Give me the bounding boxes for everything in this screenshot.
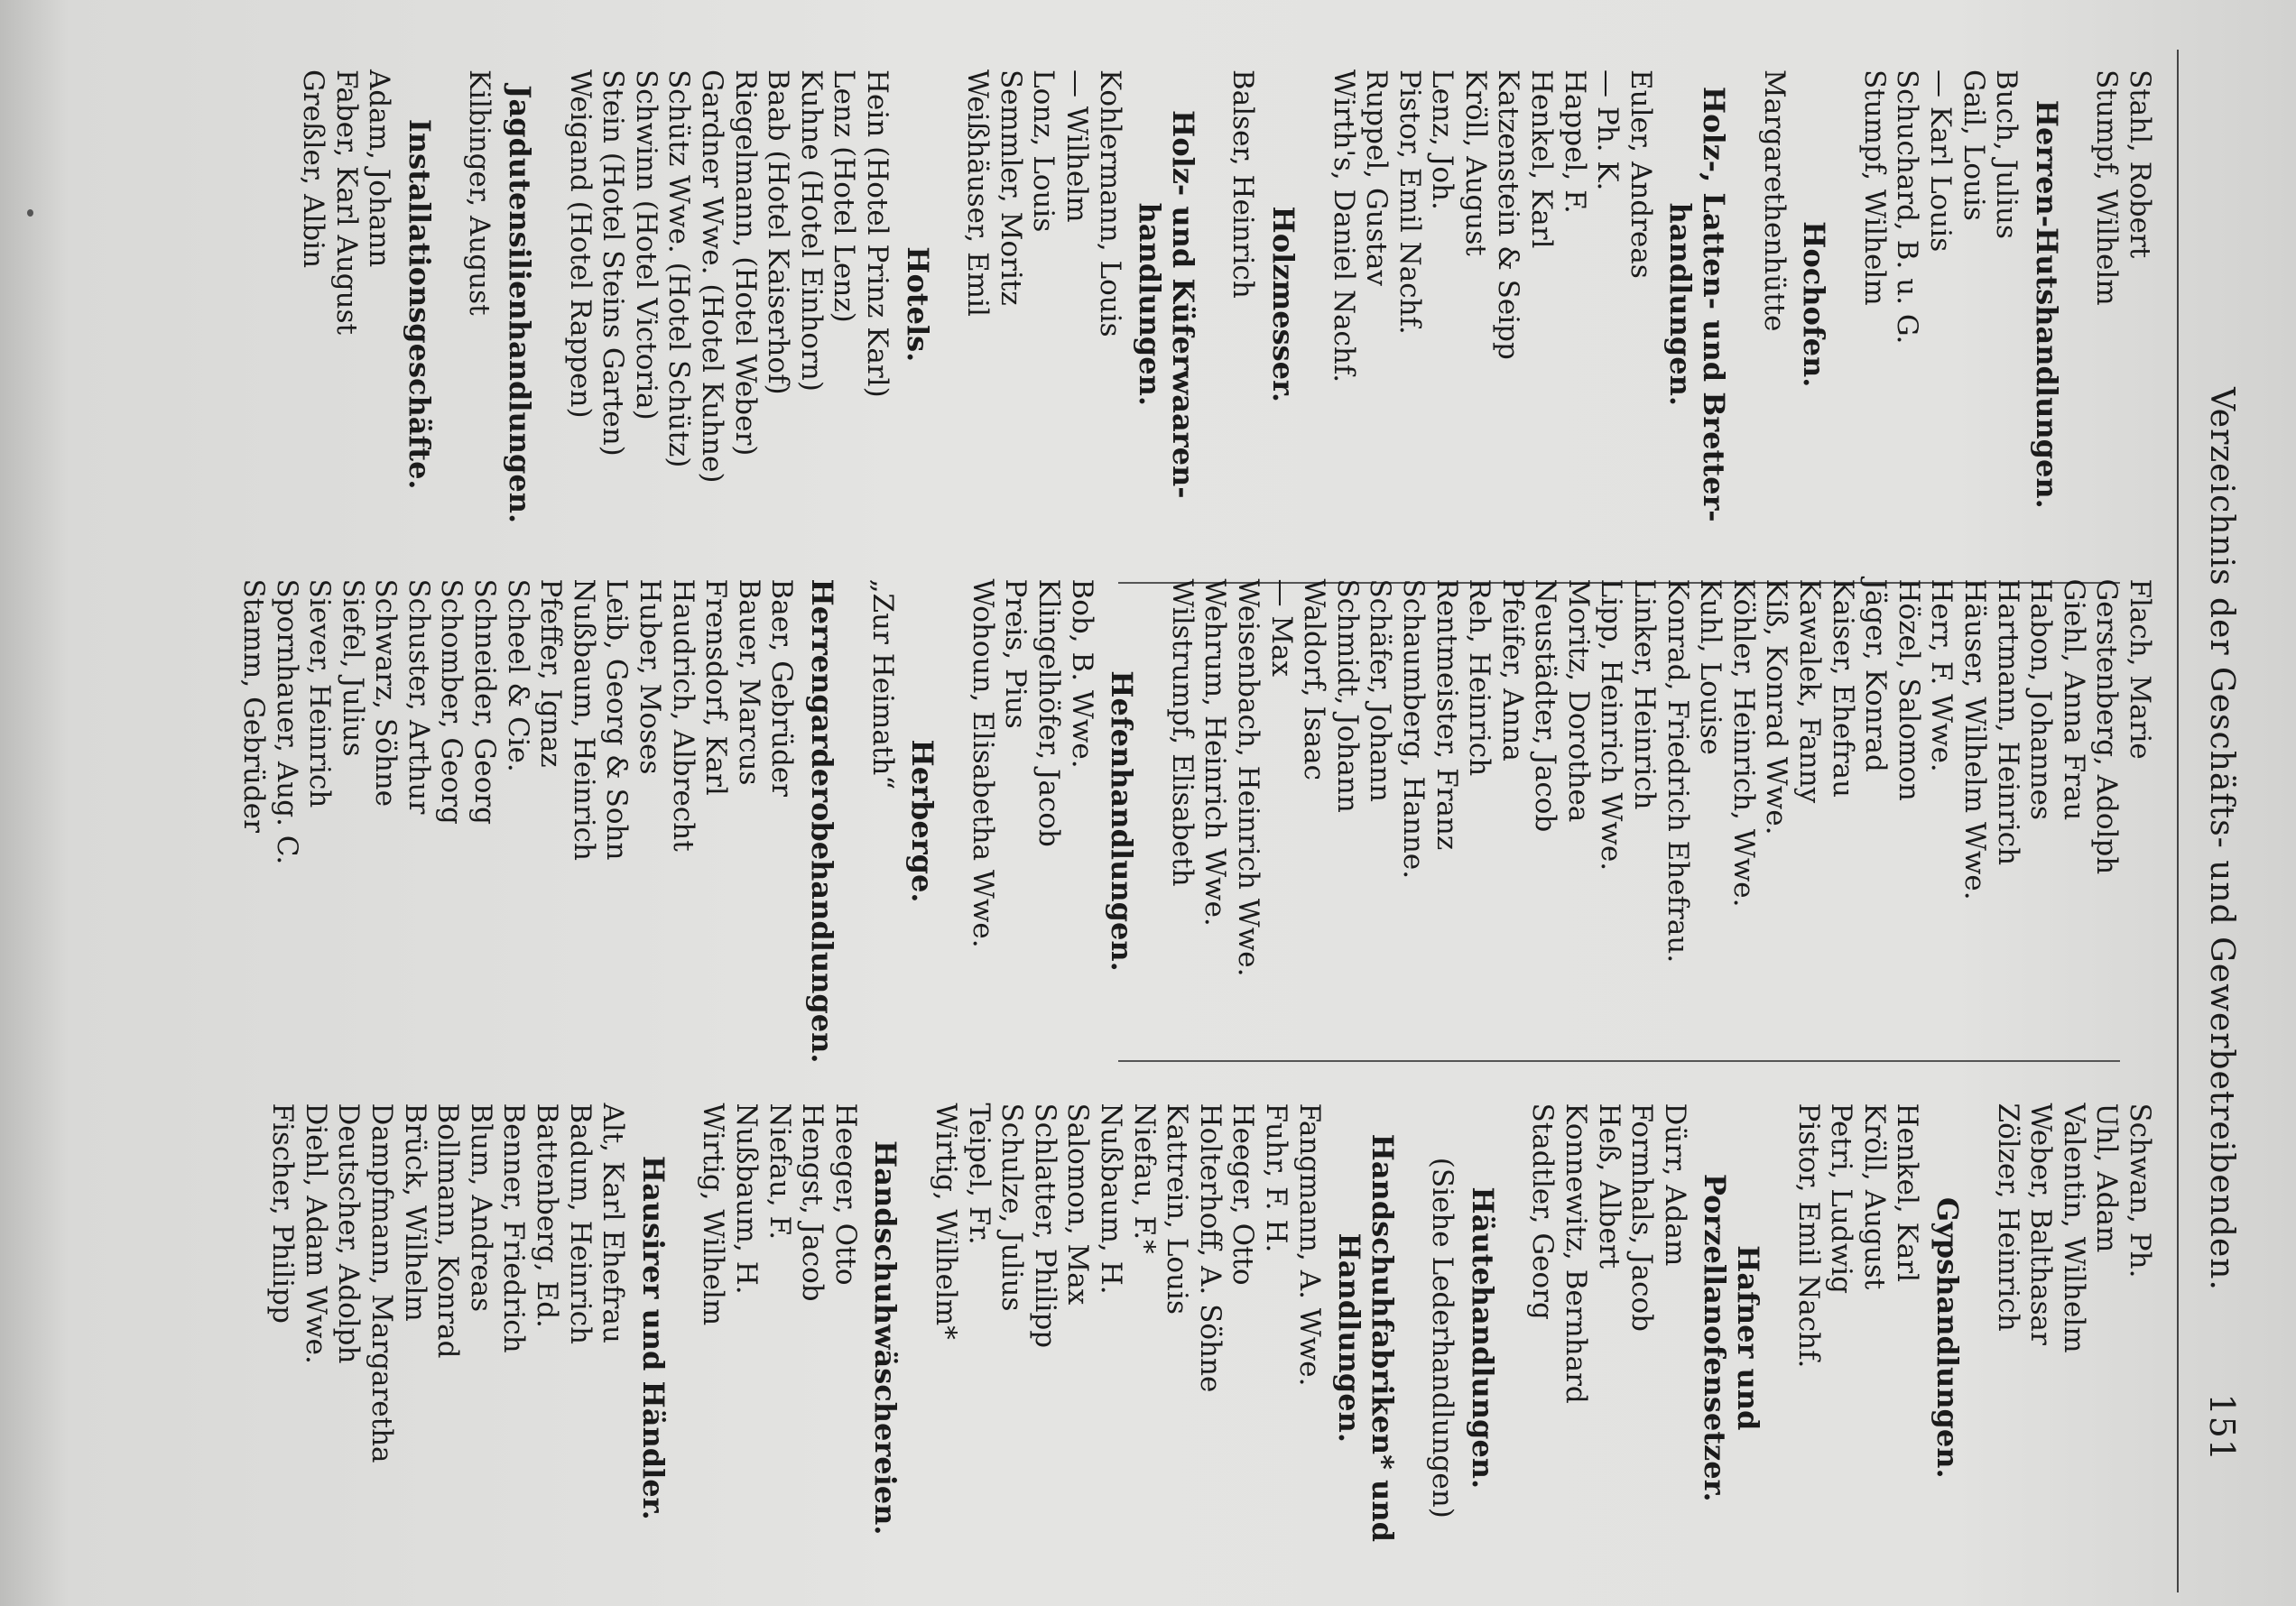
directory-entry: Schwinn (Hotel Victoria) — [629, 69, 662, 420]
directory-entry: Schulze, Julius — [995, 1103, 1029, 1312]
directory-entry: Nußbaum, H. — [730, 1103, 764, 1295]
directory-entry: Klingelhöfer, Jacob — [1032, 578, 1065, 847]
directory-entry: Brück, Wilhelm — [398, 1103, 431, 1322]
section-heading: Holzmesser. — [1265, 206, 1301, 403]
directory-entry: — Max — [1264, 578, 1298, 678]
directory-entry: Kuhl, Louise — [1694, 578, 1727, 755]
directory-entry: Holterhoff, A. Söhne — [1193, 1103, 1227, 1393]
directory-entry: Wehrum, Heinrich Wwe. — [1199, 578, 1232, 927]
directory-entry: Köhler, Heinrich, Wwe. — [1727, 578, 1760, 908]
section-heading: Hefenhandlungen. — [1105, 670, 1140, 972]
directory-entry: Jäger, Konrad — [1859, 578, 1893, 772]
directory-entry: Margarethenhütte — [1757, 69, 1791, 332]
directory-entry: Frensdorf, Karl — [699, 578, 733, 796]
directory-entry: Moritz, Dorothea — [1561, 578, 1595, 823]
directory-entry: Konrad, Friedrich Ehefrau. — [1661, 578, 1694, 964]
directory-entry: Deutscher, Adolph — [332, 1103, 366, 1364]
directory-entry: Kilbinger, August — [463, 69, 496, 316]
directory-entry: Schlatter, Philipp — [1028, 1103, 1061, 1349]
directory-entry: Haudrich, Albrecht — [666, 578, 699, 852]
directory-entry: Euler, Andreas — [1624, 69, 1657, 279]
directory-entry: Zölzer, Heinrich — [1991, 1103, 2024, 1332]
directory-entry: Salomon, Max — [1061, 1103, 1095, 1306]
directory-entry: Siefel, Julius — [336, 578, 369, 757]
directory-entry: Lipp, Heinrich Wwe. — [1595, 578, 1628, 872]
directory-entry: Stahl, Robert — [2124, 69, 2156, 259]
directory-entry: Adam, Johann — [363, 69, 396, 268]
directory-entry: Schuster, Arthur — [402, 578, 435, 815]
directory-entry: Greßler, Albin — [297, 69, 330, 269]
directory-entry: Happel, F. — [1558, 69, 1591, 214]
directory-entry: Dampfmann, Margaretha — [366, 1103, 399, 1463]
directory-entry: Schütz Wwe. (Hotel Schütz) — [662, 69, 696, 468]
directory-entry: Uhl, Adam — [2090, 1103, 2124, 1253]
directory-entry: Schaumberg, Hanne. — [1396, 578, 1430, 880]
directory-entry: Baab (Hotel Kaiserhof) — [762, 69, 795, 395]
directory-entry: Nußbaum, Heinrich — [567, 578, 600, 861]
directory-entry: Bollmann, Konrad — [431, 1103, 465, 1359]
directory-entry: Schneider, Georg — [468, 578, 502, 826]
directory-entry: Wirth's, Daniel Nachf. — [1327, 69, 1360, 383]
directory-entry: Wohoun, Elisabetha Wwe. — [966, 578, 999, 948]
directory-entry: Stumpf, Wilhelm — [2090, 69, 2124, 306]
directory-entry: Kuhne (Hotel Einhorn) — [794, 69, 828, 392]
directory-entry: — Karl Louis — [1924, 69, 1958, 253]
section-heading: Herrengarderobehandlungen. — [805, 578, 840, 1064]
directory-entry: Gerstenberg, Adolph — [2090, 578, 2124, 875]
column-right — [266, 1084, 2156, 1592]
directory-entry: Battenberg, Ed. — [531, 1103, 564, 1328]
directory-entry: Stamm, Gebrüder — [236, 578, 270, 833]
directory-entry: Riegelmann, (Hotel Weber) — [728, 69, 762, 457]
section-heading: Herberge. — [905, 739, 940, 903]
directory-entry: — Ph. K. — [1591, 69, 1625, 191]
directory-entry: — Wilhelm — [1060, 69, 1093, 223]
directory-entry: Gail, Louis — [1957, 69, 1990, 221]
directory-entry: Wilstrumpf, Elisabeth — [1165, 578, 1199, 887]
section-heading: Holz- und Küferwaaren-handlungen. — [1133, 109, 1200, 499]
upper-band — [236, 50, 2156, 1592]
section-heading: Installationsgeschäfte. — [402, 118, 437, 490]
directory-entry: Hözel, Salomon — [1892, 578, 1925, 801]
directory-entry: Bauer, Marcus — [732, 578, 765, 786]
section-heading: Hotels. — [900, 246, 935, 363]
directory-entry: Hengst, Jacob — [796, 1103, 829, 1302]
directory-entry: Weber, Balthasar — [2024, 1103, 2058, 1345]
directory-entry: Häuser, Wilhelm Wwe. — [1958, 578, 1992, 900]
directory-entry: Pfeffer, Ignaz — [534, 578, 568, 768]
directory-entry: Giehl, Anna Frau — [2057, 578, 2090, 821]
directory-entry: Schwarz, Söhne — [369, 578, 403, 808]
directory-entry: Ruppel, Gustav — [1360, 69, 1393, 287]
directory-entry: Balser, Heinrich — [1227, 69, 1260, 299]
section-heading: Hafner und Porzellanofensetzer. — [1698, 1173, 1766, 1502]
directory-entry: Petri, Ludwig — [1825, 1103, 1858, 1294]
directory-entry: Hartmann, Heinrich — [1991, 578, 2024, 866]
directory-entry: Leib, Georg & Sohn — [600, 578, 634, 861]
page-number: 151 — [2202, 1393, 2242, 1462]
directory-entry: Gardner Wwe. (Hotel Kuhne) — [696, 69, 729, 484]
directory-entry: Kröll, August — [1458, 69, 1492, 256]
directory-entry: Schäfer, Johann — [1364, 578, 1397, 802]
directory-entry: Alt, Karl Ehefrau — [597, 1103, 630, 1343]
directory-entry: Semmler, Moritz — [994, 69, 1027, 306]
directory-entry: Formhals, Jacob — [1625, 1103, 1659, 1332]
directory-entry: Weißhäuser, Emil — [961, 69, 995, 317]
running-head: Verzeichnis der Geschäfts- und Gewerbetreibenden. — [2203, 387, 2240, 1291]
directory-entry: Fangmann, A. Wwe. — [1292, 1103, 1326, 1387]
directory-entry: Spornhauer, Aug. C. — [270, 578, 303, 865]
directory-entry: Weisenbach, Heinrich Wwe. — [1231, 578, 1264, 977]
directory-entry: Preis, Pius — [999, 578, 1032, 729]
directory-entry: Teipel, Fr. — [962, 1103, 995, 1245]
directory-entry: Heeger, Otto — [1227, 1103, 1260, 1286]
directory-entry: Schuchard, B. u. G. — [1891, 69, 1924, 345]
directory-entry: Herr, F. Wwe. — [1925, 578, 1958, 772]
directory-entry: Schmidt, Johann — [1330, 578, 1364, 813]
directory-entry: Linker, Heinrich — [1628, 578, 1662, 810]
directory-entry: Kohlermann, Louis — [1093, 69, 1126, 337]
directory-entry: Weigand (Hotel Rappen) — [563, 69, 597, 419]
directory-entry: Pistor, Emil Nachf. — [1791, 1103, 1825, 1369]
directory-entry: Henkel, Karl — [1891, 1103, 1924, 1283]
section-heading: Herren-Hutshandlungen. — [2029, 99, 2064, 509]
directory-entry: Wirtig, Wilhelm* — [930, 1103, 962, 1340]
directory-entry: Konnewitz, Bernhard — [1560, 1103, 1593, 1404]
directory-entry: Siever, Heinrich — [303, 578, 337, 808]
directory-entry: Kaiser, Ehefrau — [1826, 578, 1859, 798]
directory-entry: Stein (Hotel Steins Garten) — [597, 69, 630, 457]
directory-entry: Schomber, Georg — [435, 578, 468, 825]
section-heading: Jagdutensilienhandlungen. — [503, 85, 538, 524]
directory-entry: Pfeifer, Anna — [1495, 578, 1529, 761]
directory-entry: Pistor, Emil Nachf. — [1393, 69, 1426, 335]
section-note: (Siehe Lederhandlungen) — [1426, 1157, 1459, 1518]
directory-entry: Badum, Heinrich — [563, 1103, 597, 1345]
directory-entry: Kattrein, Louis — [1161, 1103, 1194, 1315]
directory-entry: Stadtler, Georg — [1526, 1103, 1560, 1320]
directory-entry: Flach, Marie — [2124, 578, 2156, 760]
directory-entry: Buch, Julius — [1990, 69, 2023, 239]
directory-entry: Lonz, Louis — [1027, 69, 1060, 233]
directory-entry: Reh, Heinrich — [1463, 578, 1496, 777]
directory-entry: Rentmeister, Franz — [1430, 578, 1463, 851]
directory-entry: Niefau, F.* — [1127, 1103, 1161, 1254]
section-heading: Handschuhwäschereien. — [868, 1140, 903, 1536]
directory-entry: Katzenstein & Seipp — [1492, 69, 1525, 360]
directory-entry: Henkel, Karl — [1525, 69, 1559, 249]
section-heading: Holz-, Latten- und Bretter-handlungen. — [1663, 86, 1732, 522]
directory-entry: Heeger, Otto — [829, 1103, 862, 1286]
directory-entry: Stumpf, Wilhelm — [1857, 69, 1891, 306]
section-heading: Häutehandlungen. — [1465, 1186, 1500, 1490]
section-heading: Hausirer und Händler. — [635, 1155, 671, 1520]
directory-entry: Fischer, Philipp — [266, 1103, 300, 1324]
directory-entry: Wirtig, Wilhelm — [697, 1103, 730, 1326]
column-middle — [236, 558, 2156, 1083]
directory-entry: Neustädter, Jacob — [1529, 578, 1562, 833]
header-rule — [2177, 50, 2179, 1592]
directory-entry: Fuhr, F. H. — [1259, 1103, 1292, 1253]
column-left — [297, 50, 2156, 558]
directory-entry: Heß, Albert — [1592, 1103, 1625, 1269]
directory-entry: Waldorf, Isaac — [1298, 578, 1331, 780]
section-heading: Hochofen. — [1797, 221, 1832, 388]
directory-entry: Huber, Moses — [634, 578, 667, 775]
directory-entry: Hein (Hotel Prinz Karl) — [861, 69, 893, 398]
directory-entry: Kiß, Konrad Wwe. — [1760, 578, 1793, 835]
directory-entry: Scheel & Cie. — [501, 578, 534, 772]
directory-entry: Kröll, August — [1857, 1103, 1891, 1290]
directory-entry: Schwan, Ph. — [2124, 1103, 2156, 1278]
directory-entry: Dürr, Adam — [1658, 1103, 1691, 1267]
directory-entry: Faber, Karl August — [329, 69, 363, 335]
directory-entry: Bob, B. Wwe. — [1065, 578, 1098, 769]
directory-entry: Kawalek, Fanny — [1793, 578, 1827, 804]
directory-entry: Diehl, Adam Wwe. — [299, 1103, 332, 1364]
directory-entry: „Zur Heimath“ — [866, 578, 899, 790]
section-heading: Handschuhfabriken* und Handlungen. — [1332, 1133, 1400, 1542]
directory-entry: Habon, Johannes — [2024, 578, 2058, 820]
directory-entry: Lenz (Hotel Lenz) — [828, 69, 861, 323]
directory-entry: Niefau, F. — [763, 1103, 796, 1241]
directory-entry: Baer, Gebrüder — [765, 578, 799, 797]
directory-entry: Benner, Friedrich — [497, 1103, 531, 1353]
directory-entry: Valentin, Wilhelm — [2057, 1103, 2090, 1353]
directory-entry: Nußbaum, H. — [1094, 1103, 1127, 1295]
directory-entry: Blum, Andreas — [464, 1103, 497, 1313]
section-heading: Gypshandlungen. — [1930, 1196, 1966, 1479]
directory-entry: Lenz, Joh. — [1426, 69, 1459, 210]
